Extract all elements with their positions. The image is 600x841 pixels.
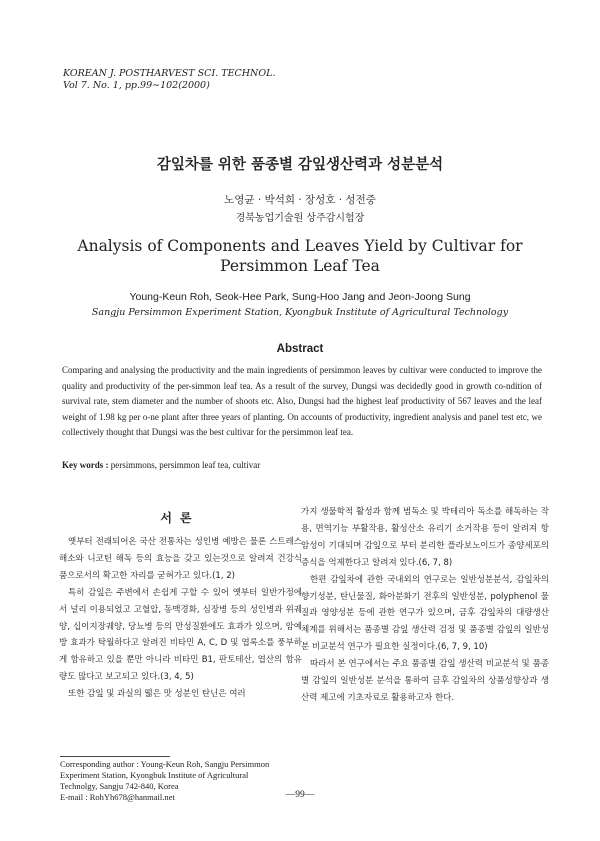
abstract-text: Comparing and analysing the productivity and the main ingredients of persimmon leaves by cultivar were conducted to improve the quality and productivity of the per-simmon leaf tea. As a result of the survey, Dungsi was decidedly good in growth co-ndition of survival rate, stem diameter and the number of shoots etc. Also, Dungsi had the highest leaf productivity of 567 leaves and the leaf weight of 1.98 kg per o-ne plant after three years of planting. On accounts of productivity, ingredient analysis and panel test etc, we collectively thought that Dungsi was the best cultivar for the persimmon leaf tea. <box>62 365 542 437</box>
body-column-right <box>301 504 549 707</box>
body-paragraph: 한편 감잎차에 관한 국내외의 연구로는 일반성분분석, 감잎차의 향기성분, 탄닌물질, 화아분화기 전후의 일반성분, polyphenol 물질과 영양성분 등에 관한 연구가 있으며, 금후 감잎차의 대량생산 체계를 위해서는 품종별 감잎 생산력 검정 및 품종별 감잎의 일반성분 비교분석 연구가 필요한 실정이다.(6, 7, 9, 10) <box>301 574 549 653</box>
keywords-label: Key words : <box>62 460 109 470</box>
body-paragraph: 또한 감잎 및 과실의 떫은 맛 성분인 탄닌은 여러 <box>68 689 246 700</box>
section-heading-introduction: 서론 <box>160 511 200 525</box>
authors-english: Young-Keun Roh, Seok-Hee Park, Sung-Hoo Jang and Jeon-Joong Sung <box>129 291 471 303</box>
author-email: E-mail : RohYh678@hanmail.net <box>60 792 175 802</box>
footnote-divider <box>60 756 170 757</box>
title-korean: 감잎차를 위한 품종별 감잎생산력과 성분분석 <box>156 157 444 173</box>
affiliation-korean: 경북농업기술원 상주감시험장 <box>235 213 365 224</box>
journal-header <box>63 68 276 92</box>
body-paragraph: 특히 감잎은 주변에서 손쉽게 구할 수 있어 옛부터 일반가정에서 널리 이용되었고 고혈압, 동맥경화, 심장병 등의 성인병과 위궤양, 십이지장궤양, 당뇨병 등의 만성질환에도 효과가 있으며, 암예방 효과가 탁월하다고 알려진 비타민 A, C, D 및 엽록소를 풍부하게 함유하고 있을 뿐만 아니라 비타민 B1, 판토테산, 엽산의 함유량도 많다고 보고되고 있다.(3, 4, 5) <box>59 587 302 683</box>
keywords <box>62 460 260 470</box>
abstract-heading: Abstract <box>276 343 324 355</box>
journal-name: KOREAN J. POSTHARVEST SCI. TECHNOL. <box>63 68 276 79</box>
body-column-left <box>59 534 302 703</box>
body-paragraph: 따라서 본 연구에서는 주요 품종별 감잎 생산력 비교분석 및 품종별 감잎의 일반성분 분석을 통하여 금후 감잎차의 상품성향상과 생산력 제고에 기초자료로 활용하고자 한다. <box>301 659 549 703</box>
title-english-line1: Analysis of Components and Leaves Yield by Cultivar for <box>77 237 523 255</box>
body-paragraph: 가지 생물학적 활성과 함께 범독소 및 박테리아 독소를 해독하는 작용, 면역기능 부활작용, 활성산소 유리기 소거작용 등이 알려져 항암성이 기대되며 감잎으로 부터 분리한 플라보노이드가 종양세포의 증식을 억제한다고 알려져 있다.(6, 7, 8) <box>301 507 549 568</box>
corresponding-author: Corresponding author : Young-Keun Roh, Sangju Persimmon Experiment Station, Kyongbuk Institute of Agricultural Technolgy, Sangju 742-840, Korea <box>60 759 270 791</box>
page-number: —99— <box>285 790 315 800</box>
keywords-text: persimmons, persimmon leaf tea, cultivar <box>108 460 261 470</box>
affiliation-english: Sangju Persimmon Experiment Station, Kyongbuk Institute of Agricultural Technology <box>91 307 509 318</box>
body-paragraph: 옛부터 전래되어온 국산 전통차는 성인병 예방은 물론 스트레스 해소와 니코틴 해독 등의 효능을 갖고 있는것으로 알려져 건강식품으로서의 확고한 자리를 굳혀가고 있다.(1, 2) <box>59 537 302 581</box>
title-english-line2: Persimmon Leaf Tea <box>220 257 380 275</box>
title-english <box>0 236 600 276</box>
journal-volume: Vol 7. No. 1, pp.99∼102(2000) <box>63 80 210 91</box>
authors-korean: 노영균 · 박석희 · 장성호 · 성전중 <box>224 194 376 206</box>
